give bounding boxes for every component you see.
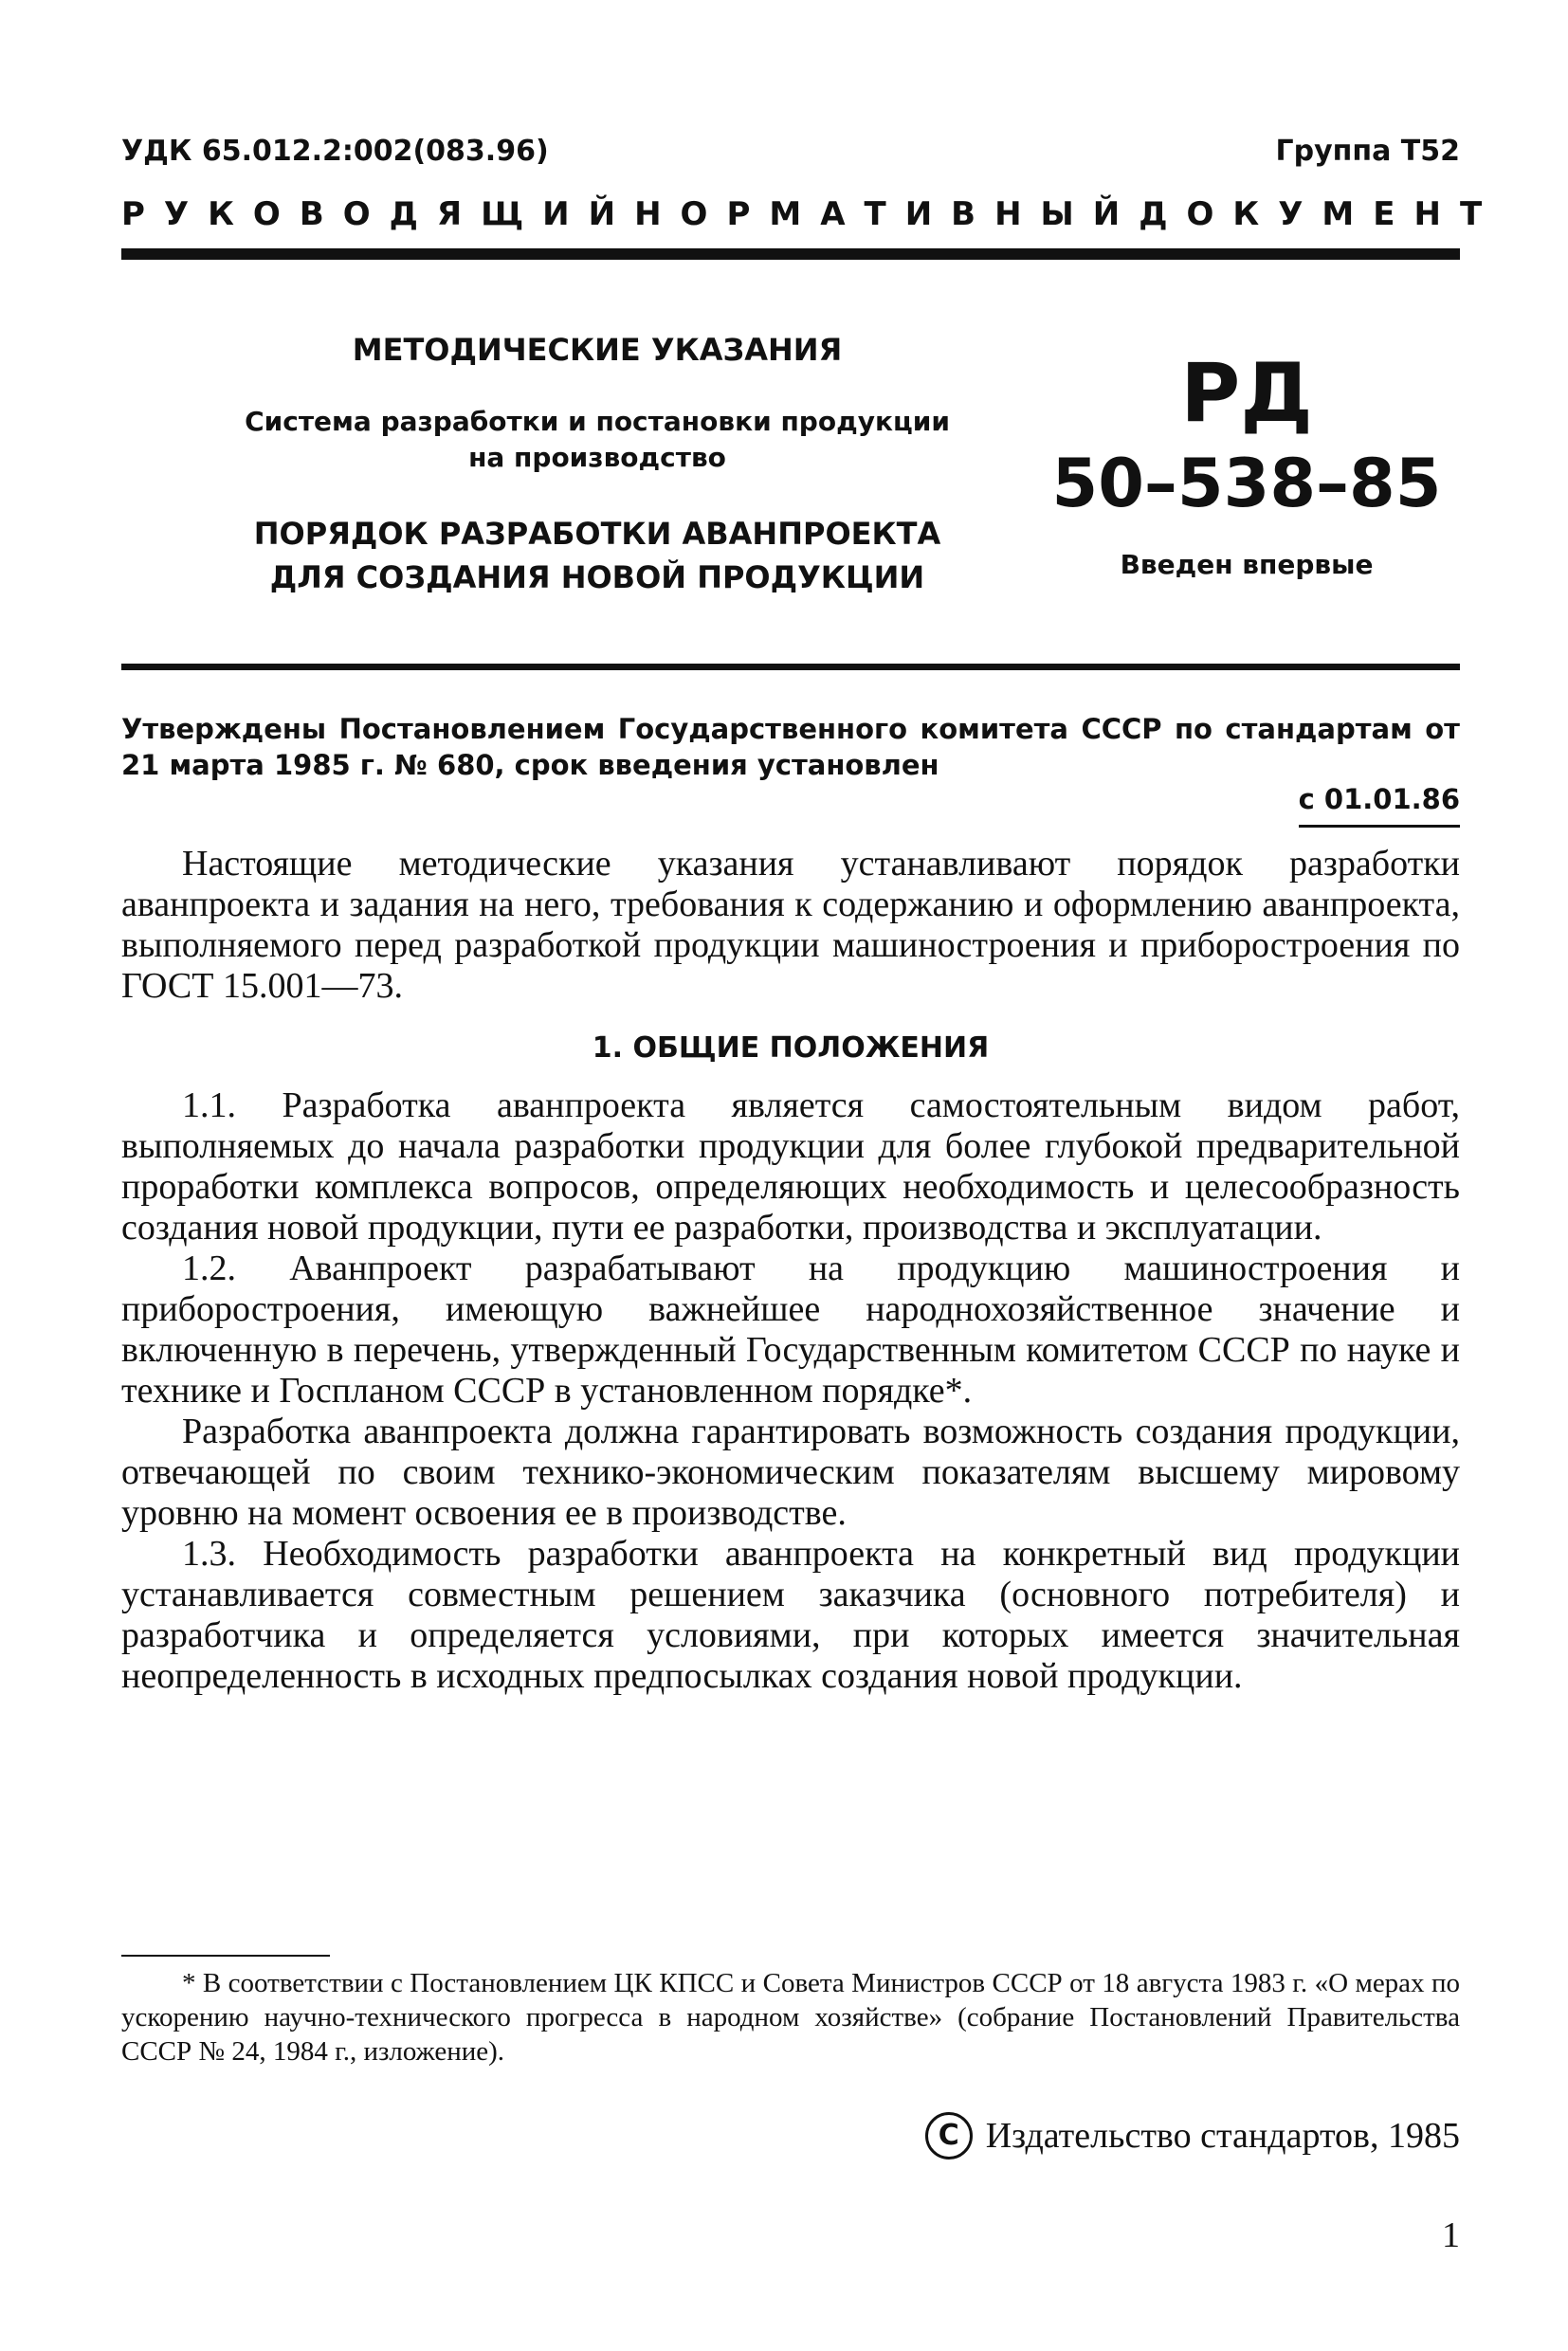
footnote: * В соответствии с Постановлением ЦК КПСС и Совета Министров СССР от 18 августа 1983 г. «О мерах по ускорению научно-технического прогресса в народном хозяйстве» (собрание Постановлений Правительства СССР № 24, 1984 г., изложение). [121,1968,1460,2067]
document-title-line: ДЛЯ СОЗДАНИЯ НОВОЙ ПРОДУКЦИИ [269,559,925,595]
doc-type-word: НОРМАТИВНЫЙ [634,195,1140,233]
clause-paragraph: 1.3. Необходимость разработки аванпроекта на конкретный вид продукции устанавливается совместным решением заказчика (основного потребителя) и разработчика и определяется условиями, при которых имеется значительная неопределенность в исходных предпосылках создания новой продукции. [121,1534,1460,1696]
header-row [121,135,1460,168]
body-text [121,844,1460,1697]
section-heading: 1. ОБЩИЕ ПОЛОЖЕНИЯ [592,1031,990,1065]
system-name [190,404,1005,476]
doc-type-word: ДОКУМЕНТ [1139,195,1502,233]
clause-paragraph: 1.2. Аванпроект разрабатывают на продукцию машиностроения и приборостроения, имеющую важнейшее народнохозяйственное значение и включенную в перечень, утвержденный Государственным комитетом СССР по науке и технике и Госпланом СССР в установленном порядке*. [121,1248,1460,1411]
publisher-line [925,2112,1460,2160]
doc-type-word: РУКОВОДЯЩИЙ [121,195,635,233]
document-title-line: ПОРЯДОК РАЗРАБОТКИ АВАНПРОЕКТА [253,516,941,552]
footnote-rule [121,1955,330,1957]
intro-paragraph: Настоящие методические указания устанавливают порядок разработки аванпроекта и задания на него, требования к содержанию и оформлению аванпроекта, выполняемого перед разработкой продукции машиностроения и приборостроения по ГОСТ 15.001—73. [121,844,1460,1006]
approval-statement: Утверждены Постановлением Государственного комитета СССР по стандартам от 21 марта 1985 г. № 680, срок введения установлен [121,713,1460,781]
group-code: Группа Т52 [1275,135,1460,168]
udk-code: УДК 65.012.2:002(083.96) [121,135,549,168]
publisher-text: Издательство стандартов, 1985 [985,2116,1460,2156]
system-name-line: на производство [468,442,726,473]
document-code-prefix: РД [1180,346,1313,441]
document-title [190,512,1005,599]
copyright-icon: C [925,2112,973,2160]
document-type-banner [121,195,1502,233]
document-code-block [1024,346,1469,580]
document-heading: МЕТОДИЧЕСКИЕ УКАЗАНИЯ [352,332,843,368]
document-code-number: 50–538–85 [1051,445,1442,522]
clause-paragraph: 1.1. Разработка аванпроекта является самостоятельным видом работ, выполняемых до начала разработки продукции для более глубокой предварительной проработки комплекса вопросов, определяющих необходимость и целесообразность создания новой продукции, пути ее разработки, производства и эксплуатации. [121,1085,1460,1248]
introduction-status: Введен впервые [1120,549,1374,580]
clause-paragraph: Разработка аванпроекта должна гарантировать возможность создания продукции, отвечающей по своим технико-экономическим показателям высшему мировому уровню на момент освоения ее в производстве. [121,1412,1460,1533]
header-rule [121,248,1460,260]
title-block [190,332,1005,599]
system-name-line: Система разработки и постановки продукции [245,406,950,437]
page-number: 1 [1442,2215,1460,2255]
title-rule [121,664,1460,670]
effective-date: с 01.01.86 [1299,783,1460,828]
